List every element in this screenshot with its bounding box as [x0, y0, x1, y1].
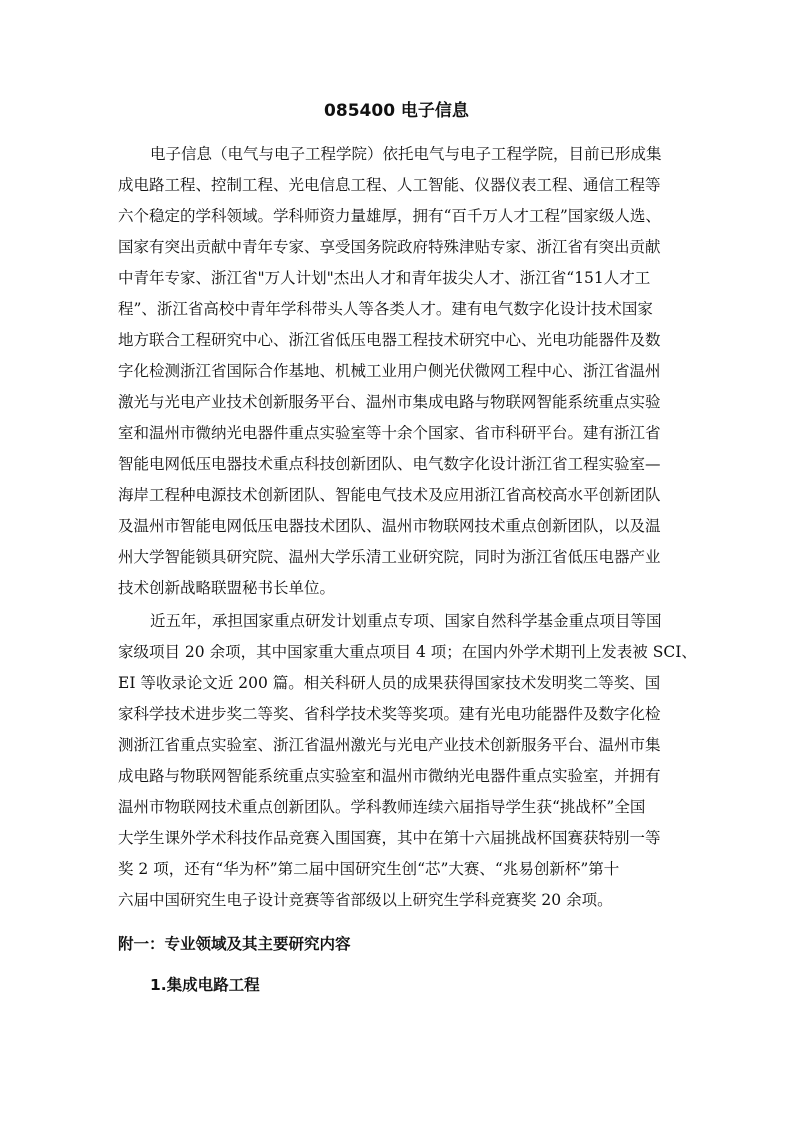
- text-line: 近五年，承担国家重点研发计划重点专项、国家自然科学基金重点项目等国: [150, 612, 662, 630]
- text-line: 地方联合工程研究中心、浙江省低压电器工程技术研究中心、光电功能器件及数: [118, 331, 661, 349]
- paragraph-achievements: [118, 606, 697, 916]
- text-line: 电子信息（电气与电子工程学院）依托电气与电子工程学院，目前已形成集: [150, 145, 662, 163]
- text-line: 中青年专家、浙江省"万人计划"杰出人才和青年拔尖人才、浙江省“151人才工: [118, 269, 651, 287]
- text-line: 技术创新战略联盟秘书长单位。: [118, 579, 336, 597]
- text-line: 测浙江省重点实验室、浙江省温州激光与光电产业技术创新服务平台、温州市集: [118, 736, 661, 754]
- text-line: 字化检测浙江省国际合作基地、机械工业用户侧光伏微网工程中心、浙江省温州: [118, 362, 661, 380]
- paragraph-intro: [118, 139, 662, 604]
- page-title: 085400 电子信息: [324, 101, 469, 121]
- text-line: 及温州市智能电网低压电器技术团队、温州市物联网技术重点创新团队，以及温: [118, 517, 661, 535]
- text-line: 温州市物联网技术重点创新团队。学科教师连续六届指导学生获“挑战杯”全国: [118, 798, 646, 816]
- text-line: 奖 2 项，还有“华为杯”第二届中国研究生创“芯”大赛、“兆易创新杯”第十: [118, 860, 620, 878]
- appendix-heading: 附一：专业领域及其主要研究内容: [118, 935, 351, 953]
- text-line: EI 等收录论文近 200 篇。相关科研人员的成果获得国家技术发明奖二等奖、国: [118, 674, 661, 692]
- text-line: 成电路与物联网智能系统重点实验室和温州市微纳光电器件重点实验室，并拥有: [118, 767, 661, 785]
- text-line: 海岸工程种电源技术创新团队、智能电气技术及应用浙江省高校高水平创新团队: [118, 486, 661, 504]
- text-line: 成电路工程、控制工程、光电信息工程、人工智能、仪器仪表工程、通信工程等: [118, 176, 661, 194]
- text-line: 家级项目 20 余项，其中国家重大重点项目 4 项；在国内外学术期刊上发表被 SCI、: [118, 643, 697, 661]
- text-line: 六届中国研究生电子设计竞赛等省部级以上研究生学科竞赛奖 20 余项。: [118, 891, 613, 909]
- text-line: 智能电网低压电器技术重点科技创新团队、电气数字化设计浙江省工程实验室—: [118, 455, 661, 473]
- text-line: 州大学智能锁具研究院、温州大学乐清工业研究院，同时为浙江省低压电器产业: [118, 548, 661, 566]
- text-line: 室和温州市微纳光电器件重点实验室等十余个国家、省市科研平台。建有浙江省: [118, 424, 661, 442]
- text-line: 激光与光电产业技术创新服务平台、温州市集成电路与物联网智能系统重点实验: [118, 393, 661, 411]
- section-heading: 1.集成电路工程: [150, 976, 260, 994]
- text-line: 程”、浙江省高校中青年学科带头人等各类人才。建有电气数字化设计技术国家: [118, 300, 653, 318]
- text-line: 大学生课外学术科技作品竞赛入围国赛，其中在第十六届挑战杯国赛获特别一等: [118, 829, 661, 847]
- text-line: 家科学技术进步奖二等奖、省科学技术奖等奖项。建有光电功能器件及数字化检: [118, 705, 661, 723]
- text-line: 国家有突出贡献中青年专家、享受国务院政府特殊津贴专家、浙江省有突出贡献: [118, 238, 661, 256]
- text-line: 六个稳定的学科领域。学科师资力量雄厚，拥有“百千万人才工程”国家级人选、: [118, 207, 661, 225]
